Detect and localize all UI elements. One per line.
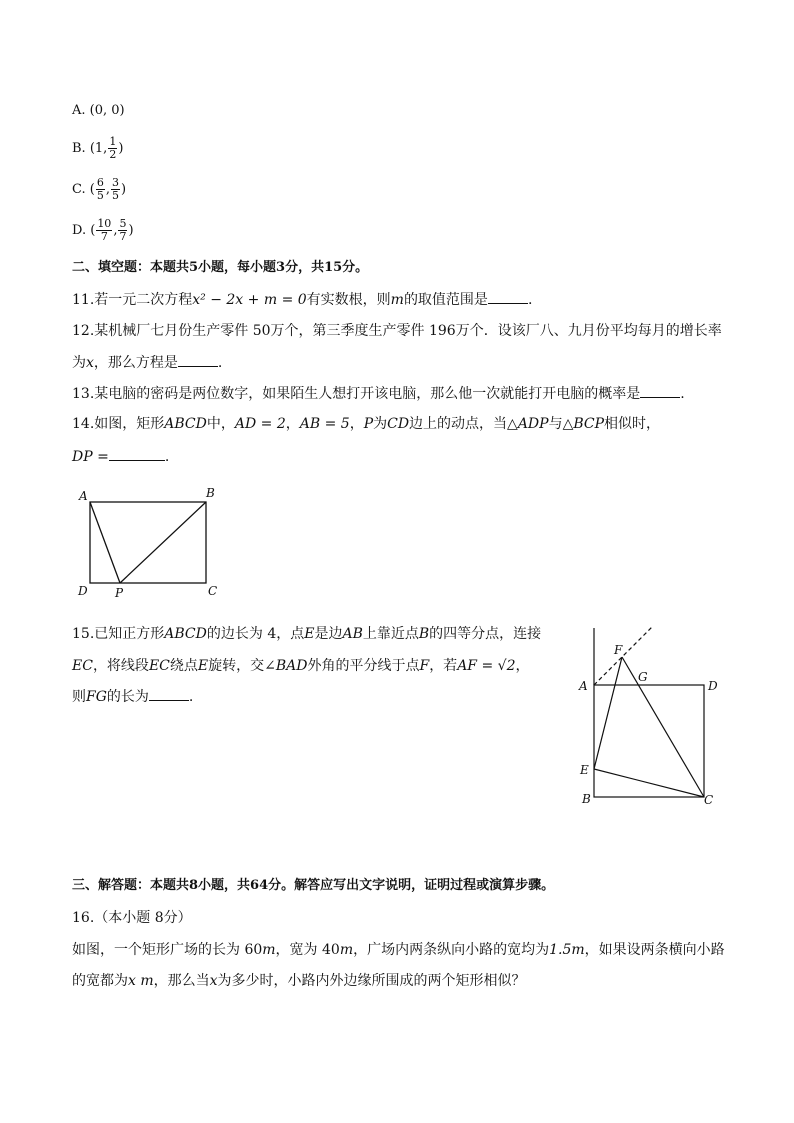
q15-math: E bbox=[304, 626, 315, 642]
q12-text: . bbox=[217, 355, 223, 371]
q15-math: B bbox=[418, 626, 430, 642]
q16-math: 1.5m bbox=[549, 942, 585, 958]
numerator: 5 bbox=[119, 217, 127, 230]
question-11 bbox=[72, 289, 532, 310]
question-16-head: 16.（本小题 8分） bbox=[72, 910, 192, 926]
label-b: B bbox=[206, 486, 215, 500]
question-12-line-1: 12.某机械厂七月份生产零件 50万个，第三季度生产零件 196万个．设该厂八、九月份平均每月的增长率 bbox=[72, 323, 722, 339]
q11-equation: x² − 2x + m = 0 bbox=[192, 292, 307, 308]
q15-math: E bbox=[197, 658, 209, 674]
option-label: A. bbox=[72, 103, 86, 118]
q14-text: 为 bbox=[373, 416, 388, 432]
option-part: ) bbox=[118, 141, 124, 156]
label-a: A bbox=[579, 679, 588, 693]
q15-text: 绕点 bbox=[169, 658, 198, 674]
q15-math: EC bbox=[72, 658, 93, 674]
q15-text: 旋转，交 bbox=[208, 658, 265, 674]
rectangle-figure bbox=[70, 484, 230, 600]
q14-math: P bbox=[363, 416, 374, 432]
q15-math: ABCD bbox=[164, 626, 207, 642]
q15-text: 的长为 bbox=[106, 689, 149, 705]
q15-text: ，若 bbox=[429, 658, 458, 674]
option-label: D. bbox=[72, 223, 87, 238]
q14-math: △ADP bbox=[507, 416, 549, 432]
option-part: ) bbox=[128, 223, 134, 238]
numerator: 10 bbox=[97, 217, 112, 230]
q16-math: x bbox=[209, 973, 218, 989]
q16-text: 如图，一个矩形广场的长为 60 bbox=[72, 942, 263, 958]
q15-text: 15.已知正方形 bbox=[72, 626, 165, 642]
option-part: ( bbox=[90, 223, 96, 238]
denominator: 7 bbox=[100, 230, 108, 243]
label-g: G bbox=[638, 670, 648, 684]
fraction bbox=[108, 136, 117, 161]
question-15-line-3 bbox=[72, 686, 193, 707]
option-part: , bbox=[105, 182, 110, 197]
q12-text: 为 bbox=[72, 355, 86, 371]
option-label: C. bbox=[72, 182, 86, 197]
q16-math: m bbox=[262, 942, 276, 958]
q16-text: ，如果设两条横向小路 bbox=[584, 942, 725, 958]
q16-math: x m bbox=[128, 973, 154, 989]
option-part: , bbox=[113, 223, 118, 238]
q15-text: 的四等分点，连接 bbox=[429, 626, 542, 642]
q15-math: AB bbox=[342, 626, 363, 642]
answer-blank[interactable] bbox=[178, 352, 218, 367]
q14-text: ， bbox=[285, 416, 300, 432]
question-14-line-1 bbox=[72, 414, 660, 434]
q11-var: m bbox=[390, 292, 404, 308]
label-e: E bbox=[580, 763, 589, 777]
segment-ec bbox=[594, 769, 704, 797]
q15-text: 上靠近点 bbox=[362, 626, 419, 642]
q14-text: 中， bbox=[206, 416, 235, 432]
denominator: 5 bbox=[96, 189, 104, 202]
q11-text: 11.若一元二次方程 bbox=[72, 292, 193, 308]
q14-text: ， bbox=[349, 416, 364, 432]
q15-math: FG bbox=[86, 689, 107, 705]
q15-math: F bbox=[419, 658, 430, 674]
label-d: D bbox=[78, 584, 88, 598]
q16-text: ，宽为 40 bbox=[275, 942, 340, 958]
q14-text: 相似时， bbox=[604, 416, 661, 432]
fraction bbox=[111, 177, 120, 202]
q14-math: △BCP bbox=[562, 416, 605, 432]
q16-text: 为多少时，小路内外边缘所围成的两个矩形相似？ bbox=[217, 973, 526, 989]
q15-text: ， bbox=[515, 658, 530, 674]
option-part: ( bbox=[89, 182, 95, 197]
q14-math: CD bbox=[387, 416, 410, 432]
q14-math: DP = bbox=[72, 449, 109, 465]
q15-text: . bbox=[188, 689, 194, 705]
q13-text: 13.某电脑的密码是两位数字，如果陌生人想打开该电脑，那么他一次就能打开电脑的概率是 bbox=[72, 386, 641, 402]
option-b bbox=[72, 136, 123, 161]
q14-math: AB = 5 bbox=[299, 416, 350, 432]
q15-text: 外角的平分线于点 bbox=[307, 658, 420, 674]
option-value: (0, 0) bbox=[89, 103, 125, 118]
segment-bp bbox=[120, 502, 206, 583]
q11-text: 的取值范围是 bbox=[403, 292, 488, 308]
q14-text: 边上的动点，当 bbox=[409, 416, 508, 432]
q16-text: 的宽都为 bbox=[72, 973, 128, 989]
label-c: C bbox=[704, 793, 714, 807]
fraction bbox=[96, 177, 105, 202]
question-13 bbox=[72, 383, 685, 404]
answer-blank[interactable] bbox=[488, 289, 528, 304]
q14-math: ABCD bbox=[164, 416, 207, 432]
question-12-line-2 bbox=[72, 352, 222, 373]
segment-ap bbox=[90, 502, 120, 583]
answer-blank[interactable] bbox=[109, 446, 165, 461]
option-part: ) bbox=[120, 182, 127, 197]
q12-text: ，那么方程是 bbox=[93, 355, 178, 371]
q11-text: . bbox=[527, 292, 533, 308]
q15-text: 是边 bbox=[314, 626, 343, 642]
q15-text: 的边长为 4，点 bbox=[206, 626, 305, 642]
q16-text: ，那么当 bbox=[153, 973, 210, 989]
label-f: F bbox=[614, 643, 623, 657]
option-d bbox=[72, 218, 134, 243]
question-15-line-1 bbox=[72, 624, 541, 644]
q15-text: ，将线段 bbox=[92, 658, 149, 674]
numerator: 1 bbox=[109, 135, 117, 148]
option-label: B. bbox=[72, 141, 86, 156]
option-a bbox=[72, 102, 125, 120]
segment-ef bbox=[594, 657, 622, 769]
q13-text: . bbox=[680, 386, 685, 402]
numerator: 3 bbox=[111, 176, 119, 189]
q16-text: ，广场内两条纵向小路的宽均为 bbox=[353, 942, 550, 958]
q15-text: 则 bbox=[72, 689, 86, 705]
rectangle-abcd bbox=[90, 502, 206, 583]
q15-math: AF = √2 bbox=[457, 658, 516, 674]
q14-text: 与 bbox=[548, 416, 563, 432]
section-2-title: 二、填空题：本题共5小题，每小题3分，共15分。 bbox=[72, 260, 369, 275]
label-b: B bbox=[582, 792, 591, 806]
numerator: 6 bbox=[96, 176, 104, 189]
q11-text: 有实数根，则 bbox=[306, 292, 391, 308]
q12-var: x bbox=[86, 355, 94, 371]
section-3-title: 三、解答题：本题共8小题，共64分。解答应写出文字说明，证明过程或演算步骤。 bbox=[72, 878, 555, 893]
question-14-line-2 bbox=[72, 446, 169, 467]
answer-blank[interactable] bbox=[640, 383, 680, 398]
segment-fc bbox=[622, 657, 704, 797]
q15-math: EC bbox=[148, 658, 170, 674]
denominator: 2 bbox=[109, 148, 117, 161]
option-c bbox=[72, 177, 126, 202]
square-figure bbox=[574, 624, 724, 814]
q16-math: m bbox=[339, 942, 354, 958]
label-d: D bbox=[708, 679, 718, 693]
question-15-line-2 bbox=[72, 656, 529, 676]
fraction bbox=[118, 218, 127, 243]
question-16-line-1 bbox=[72, 940, 725, 960]
denominator: 5 bbox=[111, 189, 119, 202]
label-p: P bbox=[115, 586, 124, 600]
q15-math: ∠BAD bbox=[264, 658, 308, 674]
q14-math: AD = 2 bbox=[234, 416, 286, 432]
q14-text: . bbox=[164, 449, 170, 465]
answer-blank[interactable] bbox=[149, 686, 189, 701]
label-c: C bbox=[208, 584, 218, 598]
fraction bbox=[96, 218, 112, 243]
q14-text: 14.如图，矩形 bbox=[72, 416, 165, 432]
option-part: (1, bbox=[89, 141, 108, 156]
label-a: A bbox=[79, 489, 88, 503]
question-16-line-2 bbox=[72, 971, 526, 991]
denominator: 7 bbox=[119, 230, 127, 243]
